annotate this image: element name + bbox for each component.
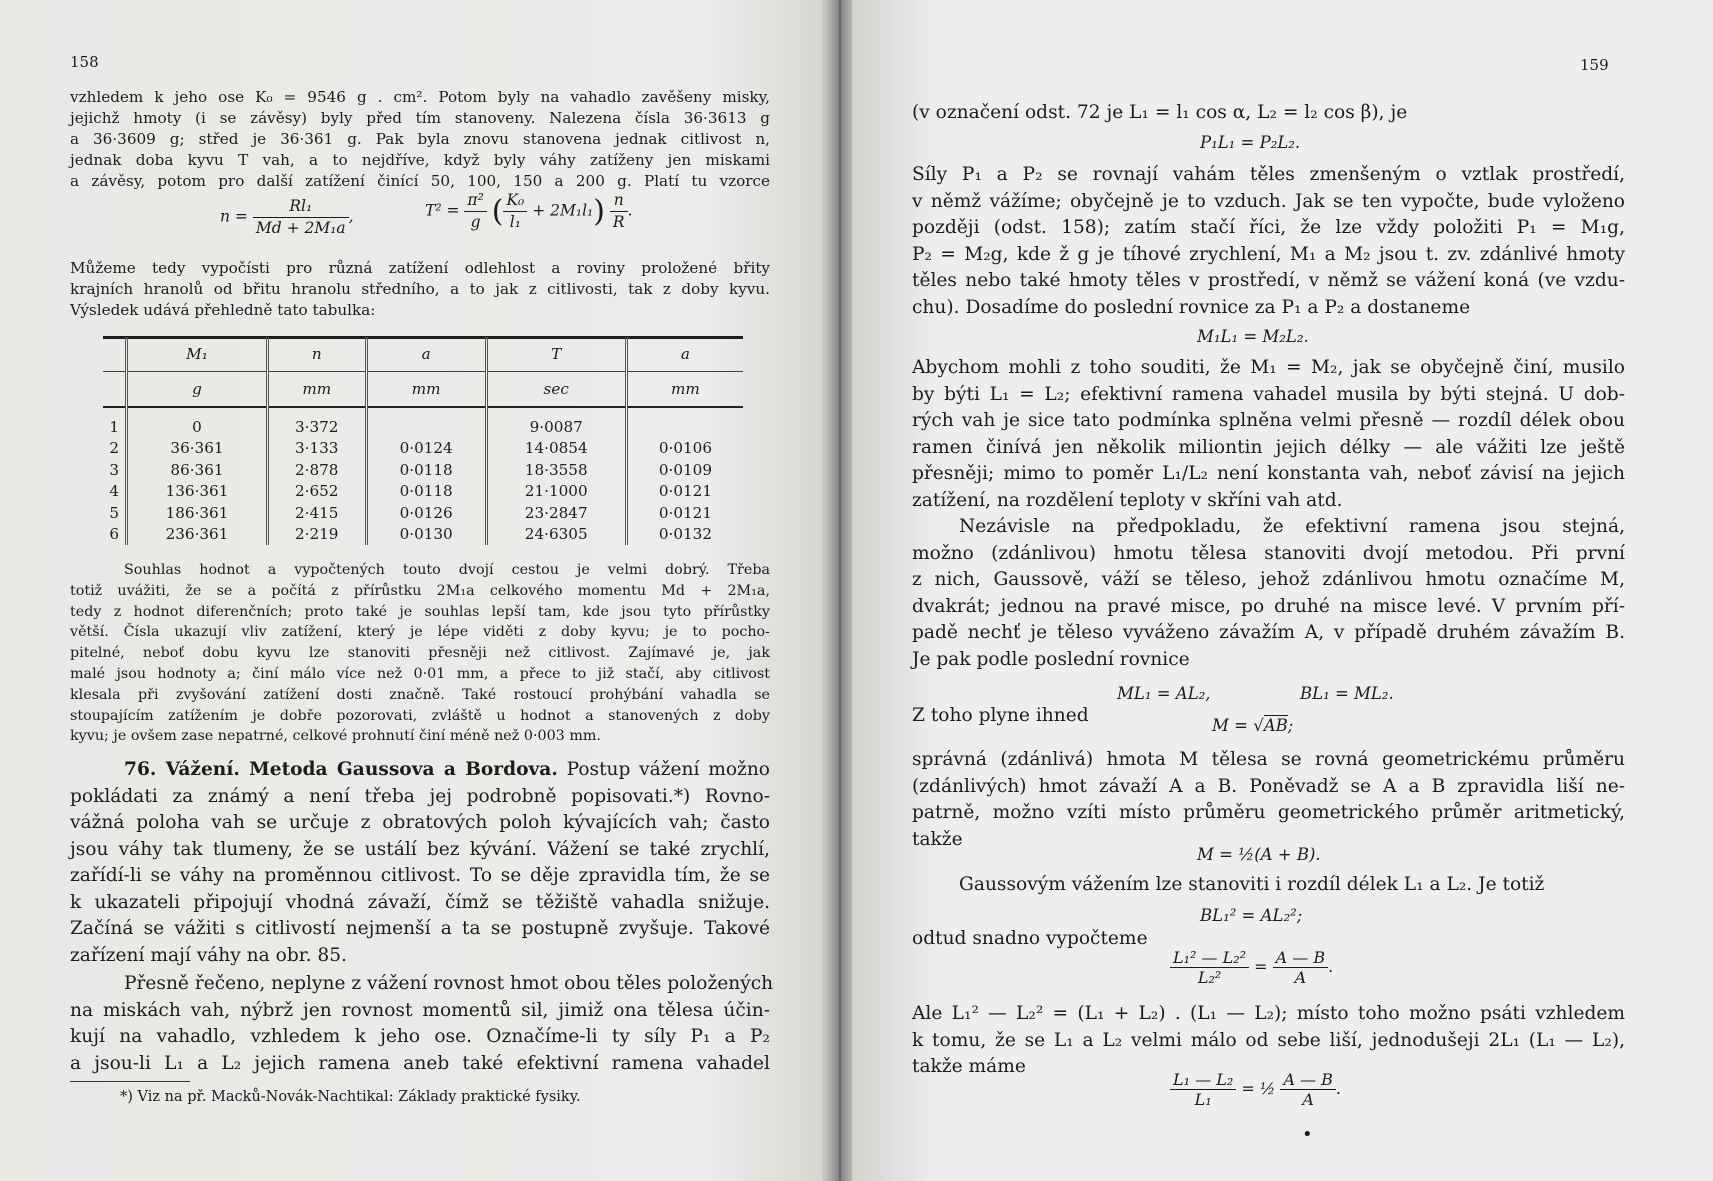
table-cell: 236·361 <box>127 524 267 546</box>
paragraph <box>912 1001 1625 1081</box>
formula-n: n = $\frac{\text{Rl₁}}{\text{Md + 2M₁a}}$ , <box>220 197 354 237</box>
sqrt-icon: √ <box>1253 716 1264 735</box>
text-line: a 36·3609 g; střed je 36·361 g. Pak byla znovu stanovena jednak citlivost n, <box>70 130 770 148</box>
text-line: k tomu, že se L₁ a L₂ velmi málo od sebe liší, jednodušeji 2L₁ (L₁ — L₂), <box>912 1029 1625 1051</box>
text-line: zařízení mají váhy na obr. 85. <box>70 944 347 966</box>
table-cell <box>366 416 486 438</box>
right-page <box>852 0 1713 1181</box>
table-cell: 0·0132 <box>626 524 743 546</box>
table-header: a <box>366 337 486 372</box>
table-cell: 2·415 <box>267 502 366 524</box>
table-cell: 21·1000 <box>486 481 626 503</box>
equation: M = ½(A + B). <box>1197 845 1321 864</box>
text-line: padě nechť je těleso vyváženo závažím A, v případě druhém závažím B. <box>912 622 1625 643</box>
table-cell: 0·0109 <box>626 459 743 481</box>
text-line: kují na vahadlo, vzhledem k jeho ose. Označíme-li ty síly P₁ a P₂ <box>70 1026 770 1047</box>
fraction <box>1170 1070 1236 1109</box>
table-row <box>103 416 743 438</box>
table-unit: mm <box>626 372 743 408</box>
fraction <box>464 190 486 233</box>
formula-term: + 2M₁l₁ <box>532 201 594 220</box>
numerator: A — B <box>1280 1070 1335 1090</box>
table-cell: 0 <box>127 416 267 438</box>
text-line: Můžeme tedy vypočísti pro různá zatížení odlehlost a roviny proložené břity <box>70 259 770 277</box>
table-cell: 2·219 <box>267 524 366 546</box>
numerator: L₁ — L₂ <box>1170 1070 1236 1090</box>
formula-lhs: n = <box>220 207 248 226</box>
text-line: Nezávisle na předpokladu, že efektivní ramena jsou stejná, <box>959 516 1625 537</box>
text-line: Je pak podle poslední rovnice <box>912 648 1190 670</box>
text-line: Gaussovým vážením lze stanoviti i rozdíl délek L₁ a L₂. Je totiž <box>959 874 1545 895</box>
table-cell: 0·0126 <box>366 502 486 524</box>
table-unit: mm <box>267 372 366 408</box>
text-line: a jsou-li L₁ a L₂ jejich ramena aneb také efektivní ramena vahadel <box>70 1052 770 1074</box>
table-unit: g <box>127 372 267 408</box>
text-line: by býti L₁ = L₂; efektivní ramena vahadel musila by býti stejná. U dob- <box>912 383 1625 405</box>
table-cell <box>626 416 743 438</box>
table-cell: 186·361 <box>127 502 267 524</box>
text-line: stoupajícím zatížením je dobře pozorovati, zvláště u hodnot a stanovených z doby <box>70 707 770 724</box>
text-line: Výsledek udává přehledně tato tabulka: <box>70 301 376 319</box>
text-line: P₂ = M₂g, kde ž g je tíhové zrychlení, M₁ a M₂ jsou t. zv. zdánlivé hmoty <box>912 243 1625 265</box>
table-row <box>103 502 743 524</box>
table-row <box>103 438 743 460</box>
text-line: na miskách vah, nýbrž jen rovnost momentů sil, jimiž ona tělesa účin- <box>70 999 770 1021</box>
text-line: takže <box>912 828 963 850</box>
denominator: L₁ <box>1194 1090 1212 1109</box>
table-cell: 18·3558 <box>486 459 626 481</box>
text-fragment: Postup vážení možno <box>557 759 770 780</box>
table-cell: 3·133 <box>267 438 366 460</box>
equation-fraction <box>1170 1070 1341 1109</box>
table-cell: 4 <box>109 482 119 501</box>
denominator: R <box>612 213 625 231</box>
formula-T: T² = $\frac{\text{π²}}{g}$ ( $\frac{\text{K₀}}{\text{l₁}}$ + 2M₁l₁) $\frac{n}{R}$ . <box>425 191 633 231</box>
numerator: n <box>610 190 628 212</box>
text-line: Z toho plyne ihned <box>912 705 1089 726</box>
text-line: Přesně řečeno, neplyne z vážení rovnost hmot obou těles položených <box>124 973 774 994</box>
table-cell: 2 <box>109 439 119 458</box>
text-line: odtud snadno vypočteme <box>912 928 1148 949</box>
table-unit <box>103 372 127 408</box>
denominator: g <box>470 213 481 231</box>
text-line: později (odst. 158); zatím stačí říci, že lze vždy položiti P₁ = M₁g, <box>912 217 1625 238</box>
text-line: dvakrát; jednou na pravé misce, po druhé na misce levé. V prvním pří- <box>912 595 1625 617</box>
table-unit: mm <box>366 372 486 408</box>
fraction <box>610 190 628 233</box>
table-cell: 5 <box>109 503 119 522</box>
equals: = ½ <box>1241 1079 1276 1098</box>
text-line: z nich, Gaussově, váží se těleso, jehož zdánlivou hmotu označíme M, <box>912 569 1625 590</box>
table-header <box>103 337 127 372</box>
denominator: A <box>1294 968 1307 987</box>
text-line: možno (zdánlivou) hmotu tělesa stanoviti dvojí metodou. Při první <box>912 542 1625 564</box>
table-cell: 2·878 <box>267 459 366 481</box>
table-cell: 36·361 <box>127 438 267 460</box>
table-cell: 3 <box>109 460 119 479</box>
text-line: vážná poloha vah se určuje z obratových poloh kývajících vah; často <box>70 812 770 833</box>
text-line: totiž uvážiti, že se a počítá z přírůstku 2M₁a celkového momentu Md + 2M₁a, <box>70 582 770 599</box>
table-cell: 86·361 <box>127 459 267 481</box>
equation-part: ; <box>1287 716 1294 735</box>
table-header: T <box>486 337 626 372</box>
fraction <box>253 196 349 239</box>
text-line: zařídí-li se váhy na proměnnou citlivost. To se děje zpravidla tím, že se <box>70 865 770 886</box>
equation: ML₁ = AL₂, <box>1117 684 1211 703</box>
table-cell: 23·2847 <box>486 502 626 524</box>
table-cell: 3·372 <box>267 416 366 438</box>
text-line: (zdánlivých) hmot závaží A a B. Poněvadž se A a B zpravidla liší ne- <box>912 775 1625 797</box>
text-line: Síly P₁ a P₂ se rovnají vahám těles zmenšeným o vztlak prostředí, <box>912 164 1625 185</box>
table-cell: 1 <box>109 417 119 436</box>
text-line: vzhledem k jeho ose K₀ = 9546 g . cm². Potom byly na vahadlo zavěšeny misky, <box>70 88 770 106</box>
text-line: těles nebo také hmoty těles v prostředí, v němž se vážení koná (ve vzdu- <box>912 270 1625 291</box>
text-line: takže máme <box>912 1056 1026 1077</box>
page-number-left: 158 <box>70 53 99 71</box>
equation-part: . <box>1328 957 1334 976</box>
denominator: A <box>1302 1090 1314 1109</box>
after-formula-paragraph <box>70 258 770 321</box>
table-cell: 0·0130 <box>366 524 486 546</box>
table-cell: 6 <box>109 525 119 544</box>
denominator: l₁ <box>509 213 521 231</box>
text-line: rých vah je sice tato podmínka splněna velmi přesně — rozdíl délek obou <box>912 410 1625 431</box>
text-line: přesněji; mimo to poměr L₁/L₂ není konstanta vah, neboť závisí na jejich <box>912 463 1625 484</box>
table-cell: 0·0106 <box>626 438 743 460</box>
section-76 <box>70 757 770 969</box>
equation: BL₁ = ML₂. <box>1300 684 1394 703</box>
text-line: Souhlas hodnot a vypočtených touto dvojí cestou je velmi dobrý. Třeba <box>124 562 770 578</box>
paragraph <box>912 747 1625 853</box>
text-line: krajních hranolů od břitu hranolu středního, a to jak z citlivosti, tak z doby kyvu. <box>70 280 770 298</box>
equals: = <box>1254 957 1268 976</box>
table-unit: sec <box>486 372 626 408</box>
equation: M₁L₁ = M₂L₂. <box>1197 327 1309 346</box>
text-line: správná (zdánlivá) hmota M tělesa se rovná geometrickému průměru <box>912 749 1625 770</box>
table-cell: 136·361 <box>127 481 267 503</box>
text-line <box>70 757 770 784</box>
footnote: *) Viz na př. Macků-Novák-Nachtikal: Základy praktické fysiky. <box>120 1089 581 1105</box>
table-cell: 0·0118 <box>366 481 486 503</box>
table-cell: 2·652 <box>267 481 366 503</box>
text-line: jejichž hmoty (i se závěsy) byly před tím stanoveny. Nalezena čísla 36·3613 g <box>70 109 770 127</box>
bullet-mark: • <box>1302 1124 1313 1145</box>
equation-sqrt <box>1212 716 1293 735</box>
small-paragraph <box>70 560 770 747</box>
text-line: jsou váhy tak tlumeny, že se ustálí bez kývání. Vážení se také zrychlí, <box>70 838 770 860</box>
text-line: patrně, možno vzíti místo průměru geometrického průměr aritmetický, <box>912 802 1625 823</box>
fraction <box>1273 948 1328 987</box>
table-row <box>103 524 743 546</box>
left-page <box>0 0 835 1181</box>
table-header-row <box>103 337 743 372</box>
text-line: Abychom mohli z toho souditi, že M₁ = M₂, jak se obyčejně činí, musilo <box>912 357 1625 378</box>
section-heading: 76. Vážení. Metoda Gaussova a Bordova. <box>124 759 558 780</box>
numerator: L₁² — L₂² <box>1170 948 1249 968</box>
table-units-row <box>103 372 743 408</box>
intro-paragraph <box>70 87 770 192</box>
table-cell: 14·0854 <box>486 438 626 460</box>
text-line: pokládati za známý a není třeba jej podrobně popisovati.*) Rovno- <box>70 785 770 807</box>
numerator: Rl₁ <box>253 196 349 218</box>
text-line: kyvu; je ovšem zase nepatrné, celkové prohnutí činí méně než 0·003 mm. <box>70 728 601 745</box>
text-line: jednak doba kyvu T vah, a to nejdříve, když byly váhy zatíženy jen miskami <box>70 151 770 169</box>
table-header: M₁ <box>127 337 267 372</box>
table-row <box>103 459 743 481</box>
table-header: a <box>626 337 743 372</box>
text-line: v němž vážíme; obyčejně je to vzduch. Jak se ten vypočte, bude vyloženo <box>912 190 1625 212</box>
text-line: větší. Čísla ukazují vliv zatížení, který je lépe viděti z doby kyvu; je to pocho- <box>70 624 770 641</box>
equation-fraction <box>1170 948 1333 987</box>
formula-lhs: T² = <box>425 201 460 220</box>
text-line: (v označení odst. 72 je L₁ = l₁ cos α, L₂ = l₂ cos β), je <box>912 102 1408 123</box>
text-line: Začíná se vážiti s citlivostí nejmenší a ta se postupně zvyšuje. Takové <box>70 918 770 939</box>
equation-part: . <box>1335 1079 1342 1098</box>
results-table <box>103 337 743 545</box>
text-line: zatížení, na rozdělení teploty v skříni vah atd. <box>912 489 1343 511</box>
table-cell: 0·0121 <box>626 481 743 503</box>
paragraph <box>912 514 1625 673</box>
fraction <box>1170 948 1249 987</box>
precise-paragraph <box>70 971 774 1077</box>
text-line: a závěsy, potom pro další zatížení činící 50, 100, 150 a 200 g. Platí tu vzorce <box>70 172 770 190</box>
table-cell: 0·0124 <box>366 438 486 460</box>
radicand: AB <box>1263 716 1288 735</box>
table-header: n <box>267 337 366 372</box>
text-line: chu). Dosadíme do poslední rovnice za P₁ a P₂ a dostaneme <box>912 296 1471 318</box>
text-line: Ale L₁² — L₂² = (L₁ + L₂) . (L₁ — L₂); místo toho možno psáti vzhledem <box>912 1003 1625 1024</box>
text-line: pitelné, neboť dobu kyvu lze stanoviti přesněji než citlivost. Zajímavé je, jak <box>70 645 770 662</box>
fraction <box>503 190 527 233</box>
equation: BL₁² = AL₂²; <box>1200 906 1303 925</box>
equation-part: M = <box>1212 716 1248 735</box>
footnote-rule <box>70 1081 190 1082</box>
text-line: klesala při zvyšování zatížení dosti značně. Také rostoucí prohýbání vahadla se <box>70 686 770 703</box>
numerator: π² <box>464 190 486 212</box>
equation: P₁L₁ = P₂L₂. <box>1200 133 1301 152</box>
text-line: k ukazateli připojují vhodná závaží, čímž se těžiště vahadla snižuje. <box>70 891 770 913</box>
text-line: malé jsou hodnoty a; činí málo více než 0·01 mm, a přece to již stačí, aby citlivost <box>70 665 770 682</box>
table-cell: 9·0087 <box>486 416 626 438</box>
paragraph <box>912 355 1625 514</box>
table-cell: 0·0118 <box>366 459 486 481</box>
text-line: tedy z hodnot diferenčních; proto také je souhlas lepší tam, kde jsou tyto přírůstky <box>70 603 770 620</box>
denominator: Md + 2M₁a <box>255 219 346 237</box>
text-line: ramen činívá jen několik miliontin jejich délky — ale vážiti lze ještě <box>912 436 1625 458</box>
numerator: K₀ <box>503 190 527 212</box>
table-cell: 0·0121 <box>626 502 743 524</box>
page-number-right: 159 <box>1580 56 1609 74</box>
table-cell: 24·6305 <box>486 524 626 546</box>
table-row <box>103 481 743 503</box>
paragraph <box>912 162 1625 321</box>
denominator: L₂² <box>1197 968 1222 987</box>
fraction <box>1280 1070 1335 1109</box>
numerator: A — B <box>1273 948 1328 968</box>
